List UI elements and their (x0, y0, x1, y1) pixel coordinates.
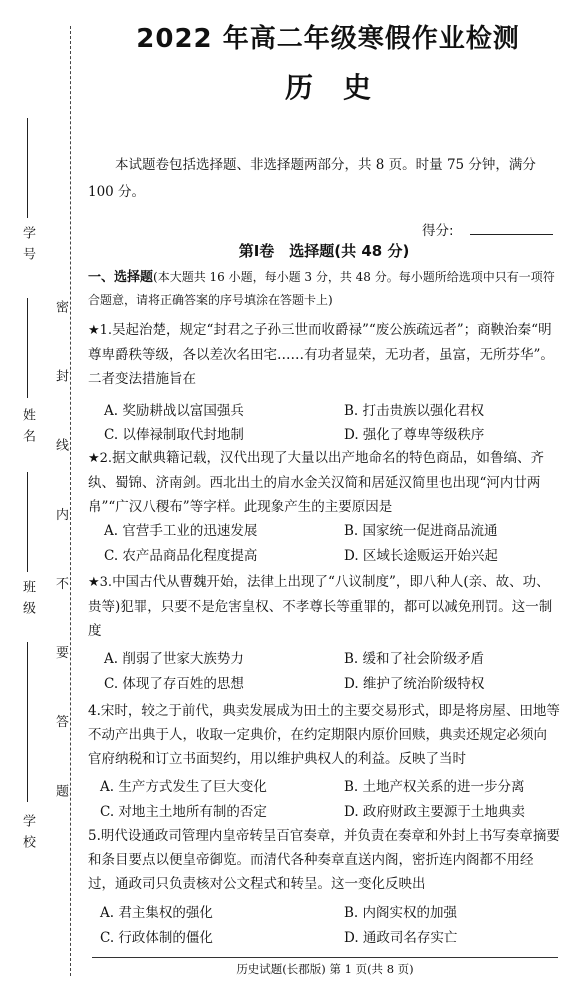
option-d[interactable]: D. 通政司名存实亡 (344, 930, 458, 946)
seal-warning-text: 密 封 线 内 不 要 答 题 (53, 300, 68, 823)
option-d[interactable]: D. 政府财政主要源于土地典卖 (344, 804, 525, 820)
option-c[interactable]: C. 体现了存百姓的思想 (104, 676, 244, 692)
question-number: ★2. (88, 451, 113, 466)
question-stem (88, 824, 560, 896)
name-field[interactable] (27, 298, 28, 398)
option-a[interactable]: A. 削弱了世家大族势力 (104, 651, 244, 667)
option-d[interactable]: D. 强化了尊卑等级秩序 (344, 427, 485, 443)
page-footer: 历史试题(长郡版) 第 1 页(共 8 页) (236, 962, 414, 976)
subject-title: 历史 (284, 71, 401, 104)
class-field[interactable] (27, 472, 28, 572)
option-a[interactable]: A. 生产方式发生了巨大变化 (100, 779, 267, 795)
question-text: 宋时，较之于前代，典卖发展成为田土的主要交易形式，即是将房屋、田地等不动产出典于人，收取一定典价，在约定期限内原价回赎，典卖还规定必须向官府纳税和订立书面契约，用以维护典权人的利益。反映了当时 (88, 703, 560, 767)
score-field[interactable] (470, 234, 553, 235)
option-a[interactable]: A. 君主集权的强化 (100, 905, 213, 921)
name-label: 姓 名 (20, 408, 35, 445)
question-text: 据文献典籍记载，汉代出现了大量以出产地命名的特色商品，如鲁缟、齐纨、蜀锦、济南剑。西北出土的肩水金关汉简和居延汉简里也出现“河内廿两帛”“广汉八稷布”等字样。此现象产生的主要原因是 (88, 450, 545, 515)
question-stem (88, 570, 560, 643)
question-stem (88, 318, 560, 391)
student-id-label: 学 号 (20, 226, 35, 263)
exam-title: 2022 年高二年级寒假作业检测 (136, 24, 520, 54)
question-stem (88, 699, 560, 771)
class-label: 班 级 (20, 580, 35, 617)
question-number: ★1. (88, 323, 113, 338)
footer-divider (92, 957, 558, 958)
option-c[interactable]: C. 行政体制的僵化 (100, 930, 213, 946)
option-b[interactable]: B. 打击贵族以强化君权 (344, 403, 485, 419)
option-b[interactable]: B. 土地产权关系的进一步分离 (344, 779, 525, 795)
question-text: 中国古代从曹魏开始，法律上出现了“八议制度”，即八种人(亲、故、功、贵等)犯罪，只要不是危害皇权、不孝尊长等重罪的，都可以减免刑罚。这一制度 (88, 574, 553, 639)
option-d[interactable]: D. 维护了统治阶级特权 (344, 676, 485, 692)
part-heading-note: (本大题共 16 小题，每小题 3 分，共 48 分。每小题所给选项中只有一项符合题意，请将正确答案的序号填涂在答题卡上) (88, 270, 555, 307)
part-heading (88, 266, 560, 312)
seal-dashed-line (70, 26, 71, 976)
option-c[interactable]: C. 对地主土地所有制的否定 (100, 804, 267, 820)
option-b[interactable]: B. 国家统一促进商品流通 (344, 523, 498, 539)
question-text: 明代设通政司管理内皇帝转呈百官奏章，并负责在奏章和外封上书写奏章摘要和条目要点以便皇帝御览。而清代各种奏章直送内阁，密折连内阁都不用经过，通政司只负责核对公文程式和转呈。这一变化反映出 (88, 828, 560, 892)
question-number: 4. (88, 703, 101, 719)
option-c[interactable]: C. 以俸禄制取代封地制 (104, 427, 244, 443)
question-3 (88, 570, 560, 643)
school-field[interactable] (27, 642, 28, 802)
option-a[interactable]: A. 官营手工业的迅速发展 (104, 523, 258, 539)
option-d[interactable]: D. 区域长途贩运开始兴起 (344, 548, 498, 564)
option-a[interactable]: A. 奖励耕战以富国强兵 (104, 403, 244, 419)
option-b[interactable]: B. 缓和了社会阶级矛盾 (344, 651, 485, 667)
question-5 (88, 824, 560, 896)
question-1 (88, 318, 560, 391)
score-label: 得分: (422, 223, 454, 239)
question-2 (88, 446, 560, 519)
question-number: 5. (88, 828, 101, 844)
section-title: 第Ⅰ卷 选择题(共 48 分) (238, 242, 410, 260)
question-text: 吴起治楚，规定“封君之子孙三世而收爵禄”“废公族疏远者”；商鞅治秦“明尊卑爵秩等级，各以差次名田宅……有功者显荣，无功者，虽富，无所芬华”。二者变法措施旨在 (88, 322, 554, 387)
exam-instructions: 本试题卷包括选择题、非选择题两部分，共 8 页。时量 75 分钟，满分 100 分。 (88, 157, 536, 200)
question-4 (88, 699, 560, 771)
question-number: ★3. (88, 575, 113, 590)
option-b[interactable]: B. 内阁实权的加强 (344, 905, 458, 921)
part-heading-label: 一、选择题 (88, 270, 154, 285)
school-label: 学 校 (20, 814, 35, 851)
option-c[interactable]: C. 农产品商品化程度提高 (104, 548, 258, 564)
question-stem (88, 446, 560, 519)
student-id-field[interactable] (27, 118, 28, 218)
